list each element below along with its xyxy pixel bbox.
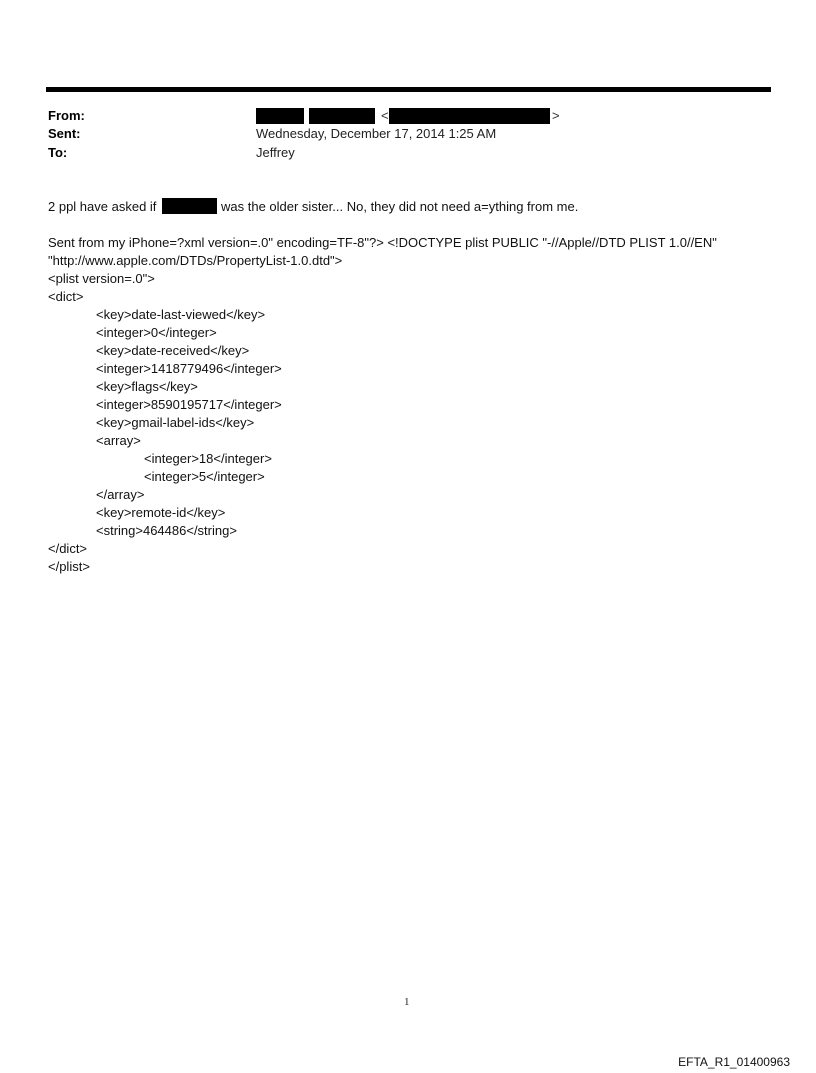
plist-line: Sent from my iPhone=?xml version=.0" encoding=TF-8"?> <!DOCTYPE plist PUBLIC "-//Apple//DTD PLIST 1.0//EN" [48, 235, 717, 250]
plist-line: <integer>18</integer> [144, 451, 272, 466]
document-id: EFTA_R1_01400963 [678, 1055, 790, 1069]
sent-label: Sent: [48, 126, 81, 141]
plist-line: </dict> [48, 541, 88, 556]
message-line-1-start: 2 ppl have asked if [48, 199, 157, 214]
plist-line: <plist version=.0"> [48, 271, 155, 286]
redacted-sender-last-name [309, 108, 375, 124]
plist-line: <key>date-received</key> [96, 343, 250, 358]
redacted-sender-email [389, 108, 550, 124]
message-line-1-end: was the older sister... No, they did not need a=ything from me. [221, 199, 579, 214]
plist-line: <integer>1418779496</integer> [96, 361, 282, 376]
email-close-bracket: > [552, 108, 560, 123]
plist-line: <string>464486</string> [96, 523, 237, 538]
plist-line: <integer>5</integer> [144, 469, 265, 484]
plist-line: "http://www.apple.com/DTDs/PropertyList-1.0.dtd"> [48, 253, 343, 268]
plist-line: <dict> [48, 289, 84, 304]
redacted-sender-first-name [256, 108, 304, 124]
plist-line: <integer>8590195717</integer> [96, 397, 282, 412]
plist-line: </plist> [48, 559, 90, 574]
from-label: From: [48, 108, 85, 123]
email-open-bracket: < [381, 108, 389, 123]
sent-value: Wednesday, December 17, 2014 1:25 AM [256, 126, 497, 141]
header-divider [46, 87, 771, 92]
plist-line: </array> [96, 487, 145, 502]
plist-line: <key>date-last-viewed</key> [96, 307, 266, 322]
page-number: 1 [404, 996, 410, 1008]
plist-line: <integer>0</integer> [96, 325, 217, 340]
redacted-name [162, 198, 217, 214]
to-label: To: [48, 145, 68, 160]
plist-line: <key>gmail-label-ids</key> [96, 415, 255, 430]
to-value: Jeffrey [256, 145, 295, 160]
plist-line: <array> [96, 433, 141, 448]
plist-line: <key>flags</key> [96, 379, 198, 394]
plist-line: <key>remote-id</key> [96, 505, 226, 520]
